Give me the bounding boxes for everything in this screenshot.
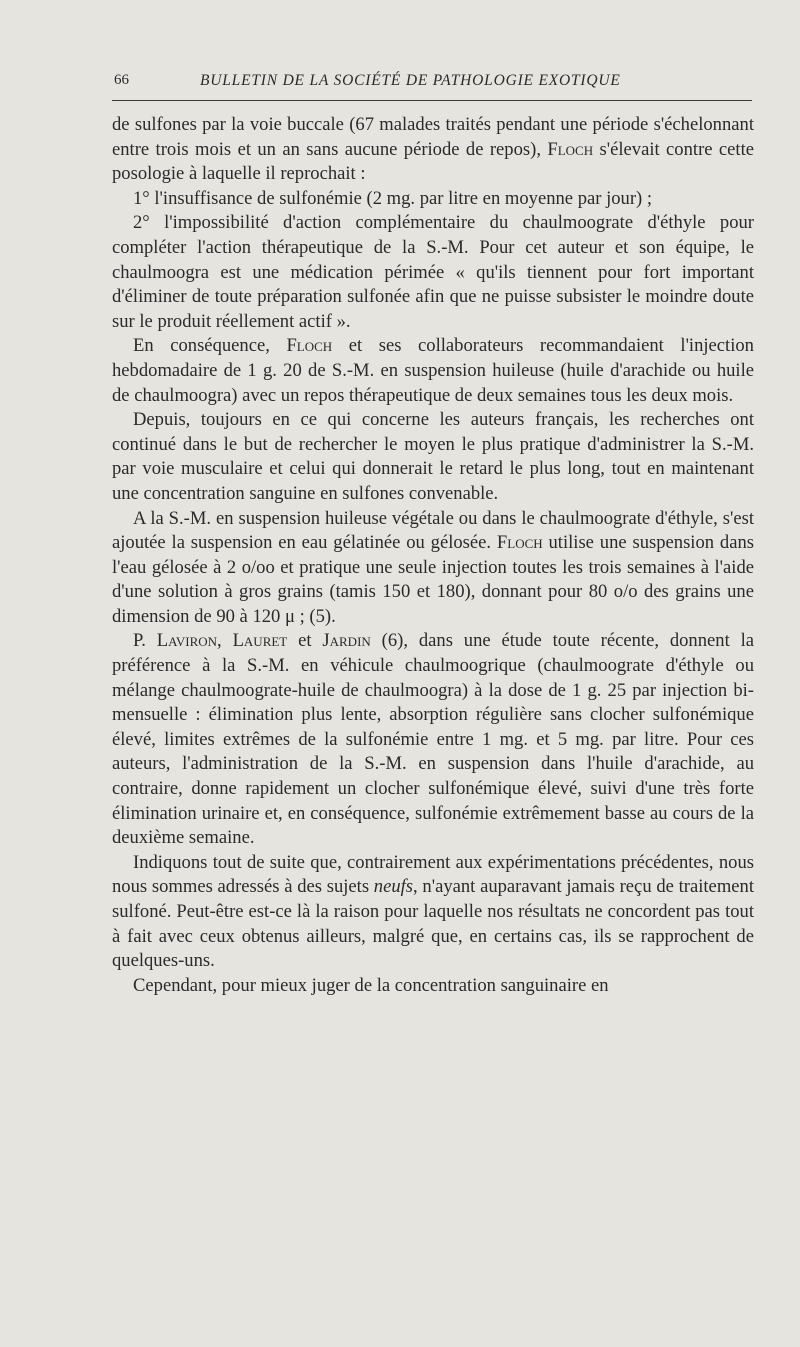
author-name: Floch — [496, 532, 543, 554]
page-header — [112, 68, 752, 96]
paragraph — [112, 851, 754, 974]
paragraph-text: Indiquons tout de suite que, contrairement aux expérimentations précédentes, nous nous sommes adressés à des sujets — [112, 851, 754, 898]
paragraph-text: 2° l'impossibilité d'action complémentaire du chaulmoograte d'éthyle pour compléter l'action thérapeutique de la S.-M. Pour cet auteur et son équipe, le chaulmoogra est une médication périmée « qu'ils tiennent pour fort important d'éliminer de toute préparation sulfonée afin que ne puisse subsister le moindre doute sur le produit réellement actif ». — [112, 212, 754, 332]
paragraph-text: , — [217, 630, 233, 652]
paragraph — [112, 629, 754, 850]
article-body — [112, 113, 754, 998]
author-name: Floch — [547, 138, 594, 160]
paragraph-text: A la S.-M. en suspension huileuse végétale ou dans le chaulmoograte d'éthyle, s'est ajoutée la suspension en eau gélatinée ou gélosée. — [112, 507, 754, 554]
paragraph-text: et ses collaborateurs recommandaient l'injection hebdomadaire de 1 g. 20 de S.-M. en suspension huileuse (huile d'arachide ou huile de chaulmoogra) avec un repos thérapeutique de deux semaines tous les deux mois. — [112, 335, 754, 406]
paragraph-text: (6), dans une étude toute récente, donnent la préférence à la S.-M. en véhicule chaulmoogrique (chaulmoograte d'éthyle ou mélange chaulmoograte-huile de chaulmoogra) à la dose de 1 g. 25 par injection bi-mensuelle : élimination plus lente, absorption régulière sans clocher sulfonémique élevé, limites extrêmes de la sulfonémie entre 1 mg. et 5 mg. par litre. Pour ces auteurs, l'administration de la S.-M. en suspension dans l'huile d'arachide, au contraire, donne rapidement un clocher sulfonémique élevé, suivi d'une très forte élimination urinaire et, en conséquence, sulfonémie extrêmement basse au cours de la deuxième semaine. — [112, 630, 755, 849]
paragraph-text: Depuis, toujours en ce qui concerne les auteurs français, les recherches ont continué dans le but de rechercher le moyen le plus pratique d'administrer la S.-M. par voie musculaire et celui qui donnerait le retard le plus long, tout en maintenant une concentration sanguine en sulfones convenable. — [112, 409, 754, 504]
paragraph — [112, 974, 754, 999]
paragraph-text: s'élevait contre cette posologie à laquelle il reprochait : — [112, 138, 754, 185]
paragraph — [112, 408, 754, 506]
author-name: Laviron — [156, 630, 218, 652]
page-number: 66 — [114, 72, 129, 88]
header-rule — [112, 100, 752, 101]
paragraph-text: , n'ayant auparavant jamais reçu de traitement sulfoné. Peut-être est-ce là la raison pour laquelle nos résultats ne concordent pas tout à fait avec ceux obtenus ailleurs, malgré que, en certains cas, ils se rapprochent de quelques-uns. — [112, 876, 754, 972]
paragraph-text: et — [287, 630, 323, 652]
paragraph — [112, 334, 754, 408]
paragraph — [112, 187, 754, 212]
paragraph-text: Cependant, pour mieux juger de la concentration sanguinaire en — [133, 974, 609, 996]
author-name: Jardin — [322, 630, 371, 652]
paragraph — [112, 113, 754, 187]
paragraph-text: P. — [133, 630, 157, 652]
paragraph-text: 1° l'insuffisance de sulfonémie (2 mg. par litre en moyenne par jour) ; — [133, 187, 653, 209]
running-title: BULLETIN DE LA SOCIÉTÉ DE PATHOLOGIE EXOTIQUE — [200, 72, 621, 89]
emphasis-text: neufs — [373, 876, 414, 898]
paragraph-text: En conséquence, — [133, 335, 287, 357]
paragraph — [112, 211, 754, 334]
paragraph — [112, 507, 754, 630]
author-name: Floch — [286, 335, 333, 357]
author-name: Lauret — [232, 630, 288, 652]
paragraph-text: de sulfones par la voie buccale (67 malades traités pendant une période s'échelonnant entre trois mois et un an sans aucune période de repos), — [112, 114, 754, 160]
paragraph-text: utilise une suspension dans l'eau gélosée à 2 o/oo et pratique une seule injection toutes les trois semaines à l'aide d'une solution à gros grains (tamis 150 et 180), donnant pour 80 o/o des grains une dimension de 90 à 120 μ ; (5). — [112, 532, 754, 627]
